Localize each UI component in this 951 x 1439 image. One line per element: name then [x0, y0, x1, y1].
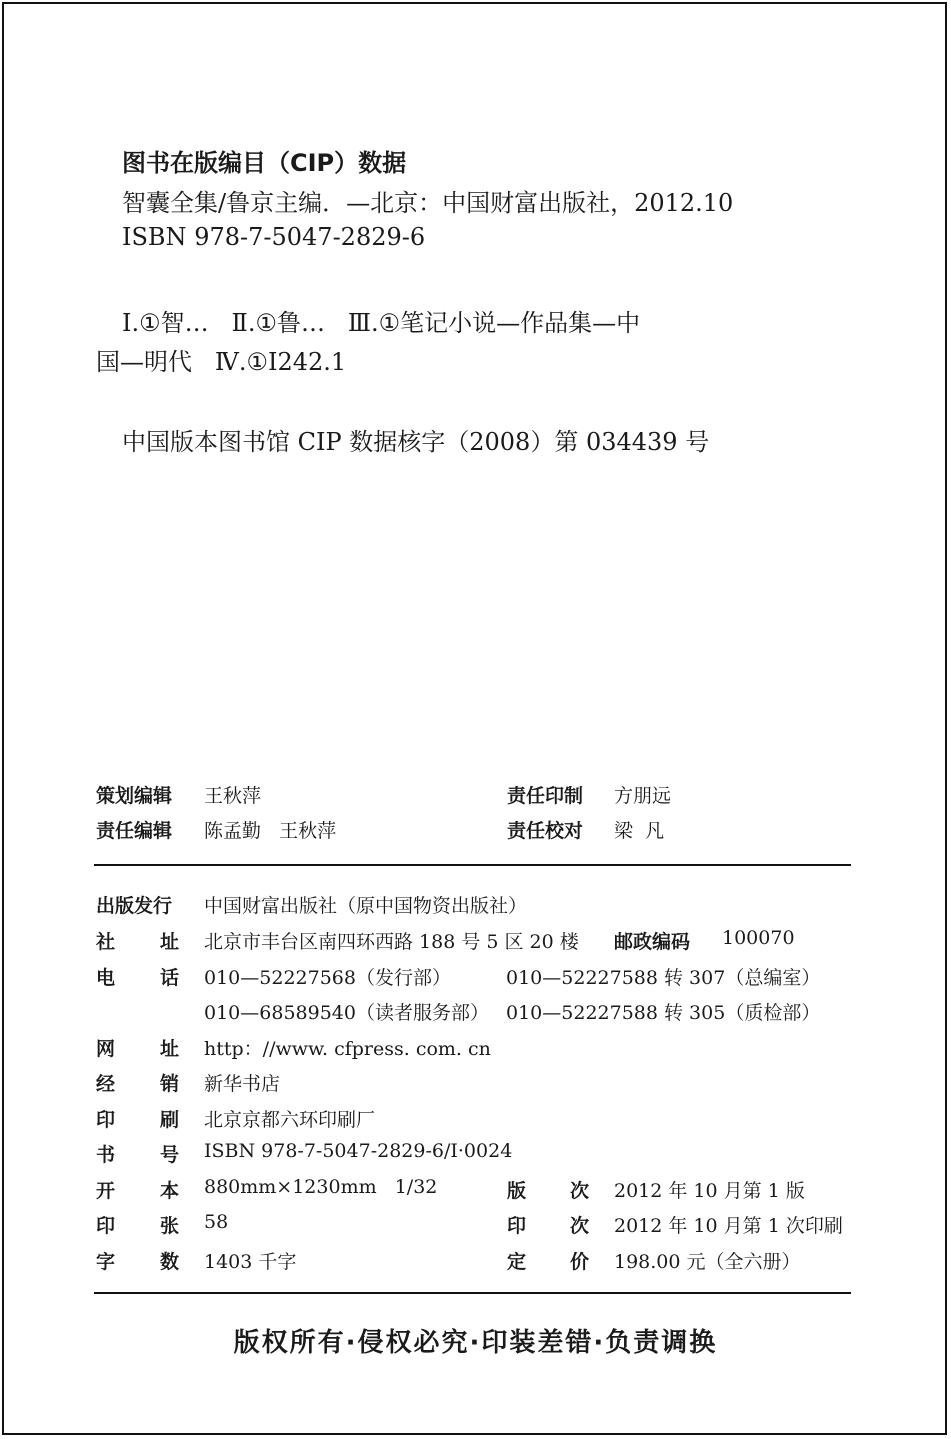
- isbn-label-char-2: 号: [160, 1144, 180, 1166]
- printer-value: 北京京都六环印刷厂: [204, 1109, 376, 1131]
- proofreader-value: 梁 凡: [614, 820, 665, 842]
- sheets-label-char-2: 张: [160, 1215, 180, 1237]
- cip-line-1: 智囊全集/鲁京主编．—北京：中国财富出版社，2012.10: [122, 189, 734, 217]
- publisher-label: 出版发行: [96, 895, 173, 917]
- phone-chief-editor: 010—52227588 转 307（总编室）: [506, 967, 821, 989]
- postcode-label: 邮政编码: [614, 931, 691, 953]
- planning-editor-label: 策划编辑: [96, 785, 173, 807]
- format-value: 880mm×1230mm 1/32: [204, 1176, 438, 1198]
- phone-reader-service: 010—68589540（读者服务部）: [204, 1002, 489, 1024]
- responsible-editor-label: 责任编辑: [96, 820, 173, 842]
- wordcount-label-char-2: 数: [160, 1251, 180, 1273]
- website-label-char-1: 网: [96, 1038, 116, 1060]
- planning-editor-value: 王秋萍: [204, 785, 262, 807]
- address-value: 北京市丰台区南四环西路 188 号 5 区 20 楼: [204, 931, 579, 953]
- format-label-char-2: 本: [160, 1180, 180, 1202]
- phone-label-char-2: 话: [160, 967, 180, 989]
- cip-title: 图书在版编目（CIP）数据: [122, 149, 407, 177]
- print-supervisor-label: 责任印制: [507, 785, 584, 807]
- price-value: 198.00 元（全六册）: [614, 1251, 801, 1273]
- postcode-value: 100070: [722, 927, 795, 949]
- print-supervisor-value: 方朋远: [614, 785, 672, 807]
- website-label-char-2: 址: [160, 1038, 180, 1060]
- responsible-editor-value: 陈孟勤 王秋萍: [204, 820, 337, 842]
- wordcount-value: 1403 千字: [204, 1251, 297, 1273]
- isbn-value: ISBN 978-7-5047-2829-6/I·0024: [204, 1140, 513, 1162]
- copyright-notice: 版权所有·侵权必究·印装差错·负责调换: [233, 1328, 718, 1358]
- proofreader-label: 责任校对: [507, 820, 584, 842]
- edition-label-char-2: 次: [570, 1180, 590, 1202]
- address-label-char-2: 址: [160, 931, 180, 953]
- phone-quality-check: 010—52227588 转 305（质检部）: [506, 1002, 821, 1024]
- phone-label-char-1: 电: [96, 967, 116, 989]
- impression-value: 2012 年 10 月第 1 次印刷: [614, 1215, 843, 1237]
- impression-label-char-1: 印: [507, 1215, 527, 1237]
- phone-distribution: 010—52227568（发行部）: [204, 967, 451, 989]
- price-label-char-1: 定: [507, 1251, 527, 1273]
- impression-label-char-2: 次: [570, 1215, 590, 1237]
- website-value: http：//www. cfpress. com. cn: [204, 1038, 491, 1060]
- distributor-label-char-1: 经: [96, 1073, 116, 1095]
- cip-isbn: ISBN 978-7-5047-2829-6: [122, 223, 426, 251]
- cip-record-number: 中国版本图书馆 CIP 数据核字（2008）第 034439 号: [122, 428, 710, 456]
- distributor-value: 新华书店: [204, 1073, 281, 1095]
- isbn-label-char-1: 书: [96, 1144, 116, 1166]
- cip-classification-2: 国—明代 Ⅳ.①I242.1: [96, 348, 347, 376]
- edition-value: 2012 年 10 月第 1 版: [614, 1180, 805, 1202]
- address-label-char-1: 社: [96, 931, 116, 953]
- sheets-value: 58: [204, 1211, 229, 1233]
- sheets-label-char-1: 印: [96, 1215, 116, 1237]
- edition-label-char-1: 版: [507, 1180, 527, 1202]
- wordcount-label-char-1: 字: [96, 1251, 116, 1273]
- distributor-label-char-2: 销: [160, 1073, 180, 1095]
- format-label-char-1: 开: [96, 1180, 116, 1202]
- publisher-value: 中国财富出版社（原中国物资出版社）: [204, 895, 528, 917]
- printer-label-char-2: 刷: [160, 1109, 180, 1131]
- printer-label-char-1: 印: [96, 1109, 116, 1131]
- price-label-char-2: 价: [570, 1251, 590, 1273]
- divider-top: [94, 864, 851, 866]
- divider-bottom: [94, 1292, 851, 1294]
- cip-classification-1: Ⅰ.①智… Ⅱ.①鲁… Ⅲ.①笔记小说—作品集—中: [122, 309, 641, 337]
